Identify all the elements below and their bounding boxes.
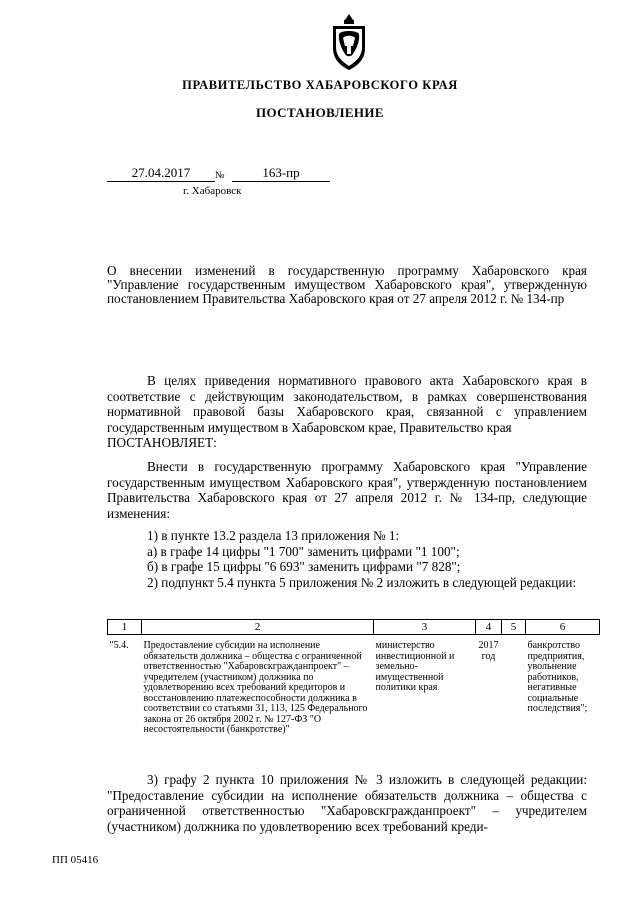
document-number: 163-пр — [232, 165, 330, 182]
table-header-row — [108, 620, 600, 635]
resolves-text: ПОСТАНОВЛЯЕТ: — [107, 435, 217, 450]
list-item: а) в графе 14 цифры "1 700" заменить цифрами "1 100"; — [147, 543, 460, 559]
intro-paragraph: Внести в государственную программу Хабаровского края "Управление государственным имуществом Хабаровского края", утвержденную постановлением Правительства Хабаровского края от 27 апреля 2012 г. № 134-пр, следующие изменения: — [107, 459, 587, 521]
table-header-cell: 2 — [142, 620, 374, 635]
item3-paragraph: 3) графу 2 пункта 10 приложения № 3 изложить в следующей редакции: "Предоставление субсидии на исполнение обязательств должника – общества с ограниченной ответственностью "Хабаровскгражданпроект" – учредителем (участником) должника по удовлетворению всех требований креди- — [107, 772, 587, 834]
table-header-cell: 1 — [108, 620, 142, 635]
coat-of-arms-icon — [327, 12, 371, 72]
document-date: 27.04.2017 — [107, 165, 215, 182]
amendment-list — [107, 528, 587, 590]
amendment-table — [107, 619, 600, 736]
footer-code: ПП 05416 — [52, 854, 99, 866]
document-type: ПОСТАНОВЛЕНИЕ — [255, 105, 385, 120]
table-header-cell: 3 — [374, 620, 476, 635]
table-header-cell: 5 — [502, 620, 526, 635]
table-cell-description: Предоставление субсидии на исполнение обязательств должника – общества с ограниченной ответственностью "Хабаровскгражданпроект" – учредителем (участником) должника по удовлетворению всех требований кредиторов и восстановлению платежеспособности должника в соответствии со статьями 31, 113, 125 Федерального закона от 26 октября 2002 г. № 127-ФЗ "О несостоятельности (банкротстве)" — [143, 640, 368, 735]
table-cell-number: "5.4. — [109, 640, 129, 651]
table-cell-term: 2017 год — [478, 640, 499, 662]
list-item: 2) подпункт 5.4 пункта 5 приложения № 2 изложить в следующей редакции: — [147, 574, 577, 590]
table-header-cell: 4 — [476, 620, 502, 635]
list-item: 1) в пункте 13.2 раздела 13 приложения № 1: — [147, 528, 400, 543]
list-item: б) в графе 15 цифры "6 693" заменить цифрами "7 828"; — [147, 559, 461, 574]
table-header-cell: 6 — [526, 620, 600, 635]
preamble-paragraph — [107, 373, 587, 451]
city-name: г. Хабаровск — [183, 185, 242, 197]
table-cell-consequences: банкротство предприятия, увольнение работников, негативные социальные последствия"; — [527, 640, 588, 714]
document-subject: О внесении изменений в государственную программу Хабаровского края "Управление государственным имуществом Хабаровского края", утвержденную постановлением Правительства Хабаровского края от 27 апреля 2012 г. № 134-пр — [107, 263, 587, 306]
table-cell-executor: министерство инвестиционной и земельно-имущественной политики края — [375, 640, 455, 693]
number-sign: № — [215, 170, 225, 181]
table-row — [108, 635, 600, 736]
organization-name: ПРАВИТЕЛЬСТВО ХАБАРОВСКОГО КРАЯ — [182, 78, 458, 92]
table-cell-empty — [502, 635, 526, 736]
preamble-text: В целях приведения нормативного правового акта Хабаровского края в соответствие с действующим законодательством, в рамках совершенствования нормативной правовой базы Хабаровского края, связанной с управлением государственным имуществом в Хабаровском крае, Правительство края — [107, 373, 587, 435]
